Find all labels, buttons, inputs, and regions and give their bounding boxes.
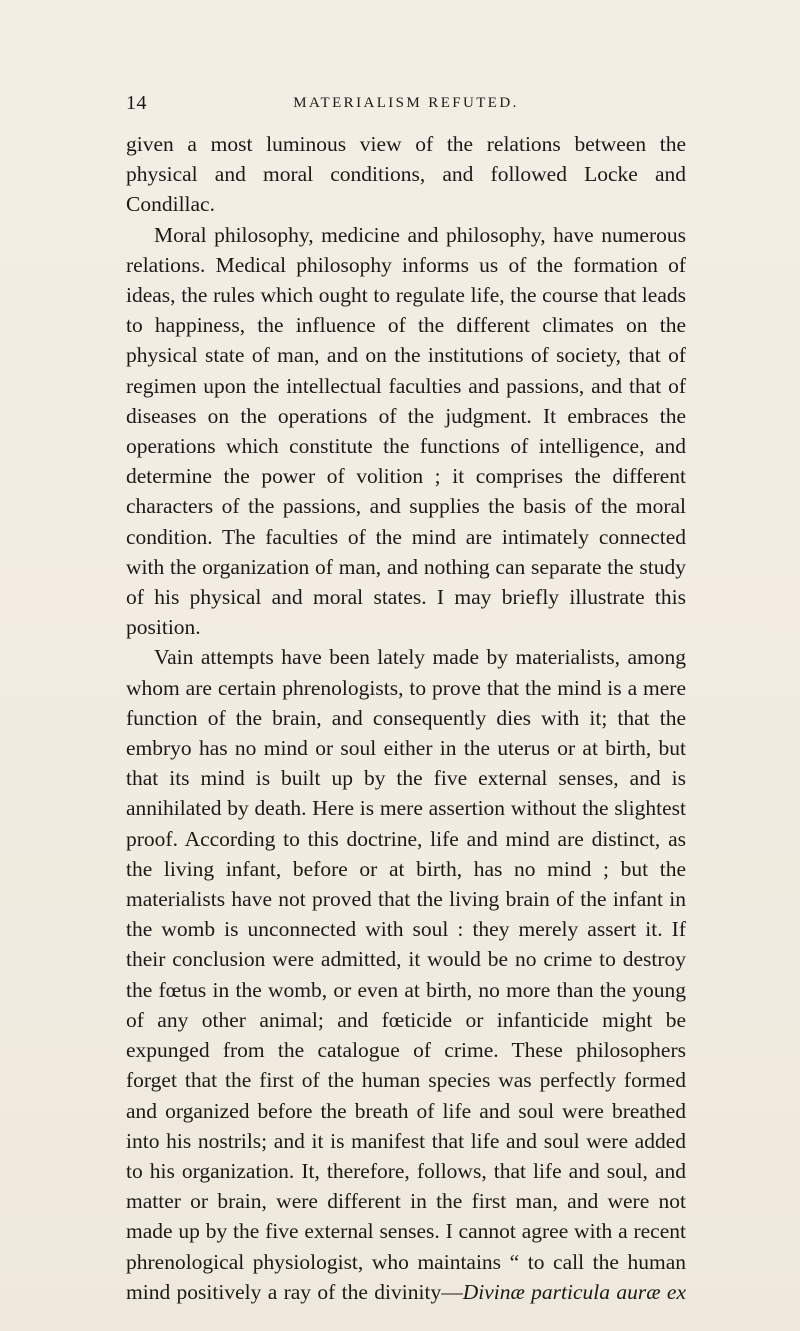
paragraph-materialists-text: Vain attempts have been lately made by materialists, among whom are certain phrenologists, to prove that the mind is a mere function of the brain, and consequently dies with it; that the embryo has no mind or soul either in the uterus or at birth, but that its mind is built up by the five external senses, and is annihilated by death. Here is mere assertion without the slightest proof. According to this doctrine, life and mind are distinct, as the living infant, before or at birth, has no mind ; but the materialists have not proved that the living brain of the infant in the womb is unconnected with soul : they merely assert it. If their conclusion were admitted, it would be no crime to destroy the fœtus in the womb, or even at birth, no more than the young of any other animal; and fœticide or infanticide might be expunged from the catalogue of crime. These philosophers forget that the first of the human species was perfectly formed and organized before the breath of life and soul were breathed into his nostrils; and it is manifest that life and soul were added to his organization. It, therefore, follows, that life and soul, and matter or brain, were different in the first man, and were not made up by the five external senses. I cannot agree with a recent phrenological physiologist, who maintains “ to call the human mind positively a ray of the divinity— — [126, 645, 686, 1304]
latin-quotation: Divinæ particula auræ ex — [462, 1279, 686, 1304]
paragraph-continuation: given a most luminous view of the relations between the physical and moral conditions, and followed Locke and Condillac. — [126, 132, 686, 217]
paragraph-medical-philosophy: Moral philosophy, medicine and philosophy, have numerous relations. Medical philosophy informs us of the formation of ideas, the rules which ought to regulate life, the course that leads to happiness, the influence of the different climates on the physical state of man, and on the institutions of society, that of regimen upon the intellectual faculties and passions, and that of diseases on the operations of the judgment. It embraces the operations which constitute the functions of intelligence, and determine the power of volition ; it comprises the different characters of the passions, and supplies the basis of the moral condition. The faculties of the mind are intimately connected with the organization of man, and nothing can separate the study of his physical and moral states. I may briefly illustrate this position. — [126, 222, 686, 640]
page-header — [126, 88, 686, 118]
body-text — [126, 129, 686, 1307]
paragraph-materialists — [126, 642, 686, 1306]
running-title: MATERIALISM REFUTED. — [293, 95, 519, 111]
page-number: 14 — [126, 92, 147, 114]
